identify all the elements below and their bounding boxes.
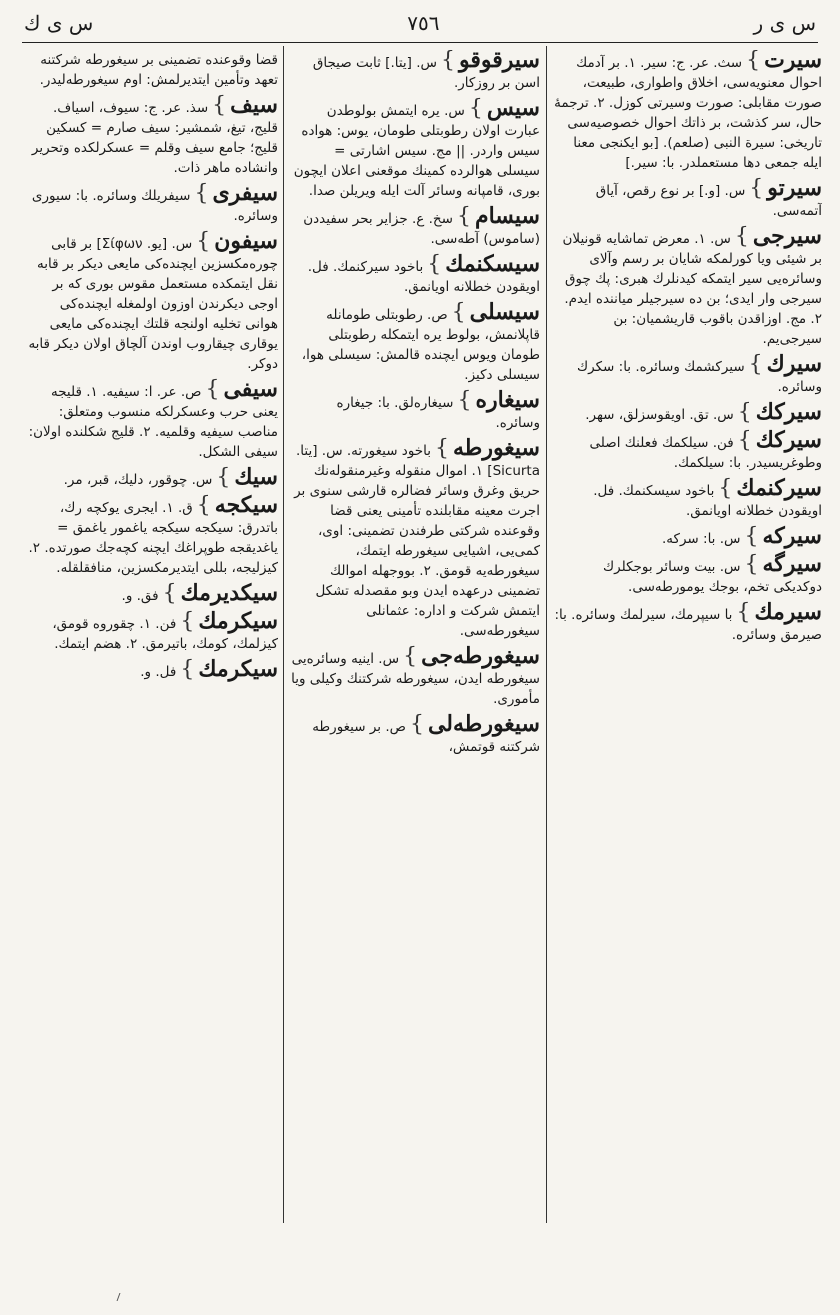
entry-headword: سیركك — [755, 427, 822, 453]
dictionary-entry — [288, 387, 540, 433]
dictionary-entry — [288, 95, 540, 201]
entry-definition: فن. سیلکمك فعلنك اصلی وطوغریسیدر. با: سیلکمك. — [589, 435, 822, 471]
entry-definition: سث. عر. ج: سیر. ١. بر آدمك احوال معنویه‌سی، اخلاق واطواری، طبیعت، صورت مقابلی: صورت وسیرتی کوزل. ٢. ترجمهٔ حال، سر کذشت، بر ذاتك احوال خصوصیه‌سی تاریخی: سیرة النبی (صلعم). [بو ایکنجی معنا ایله جمعی دها مستعملدر. با: سیر.] — [554, 55, 822, 171]
entry-headword: سیغاره — [475, 387, 540, 413]
brace-glyph: } — [180, 609, 195, 634]
entry-definition: باخود سیغورته. س. [یتا. Sicurta] ١. اموال منقوله وغیرمنقوله‌نك حریق وغرق وسائر فضالره قارشی سنوی بر اجرت معینه مقابلنده تأمینی یعنی قضا وقوعنده شرکتی طرفندن تضمینی: اوی، کمی‌یی، اشیایی سیغورطه ایتمك، سیغورطه‌یه قومق. ٢. بووجهله اموالك تضمینی درعهده ایدن وبو مقصدله تشکل ایتمش شرکت و اداره: عثمانلی سیغورطه‌سی. — [294, 443, 540, 639]
entry-definition: س. یره ایتمش بولوطدن عبارت اولان رطوبتلی طومان، یوس: هواده سیس واردر. || مج. سیس اشارتی = سیسلی هوالرده کمینك موقعنی اعلان ایچون بوری، قامپانه وسائر آلت ایله ویریلن صدا. — [293, 103, 540, 199]
entry-headword: سیغورطه‌جی — [421, 643, 540, 669]
entry-definition: ق. ١. ایجری یوکچه رك، باتدرق: سیكجه سیكجه یاغمور یاغمق = یاغدیقجه طوپراغك ایچنه کچه‌جك صورتده. ٢. کیزلیجه، بللی ایتدیرمکسزین، منافقلقله. — [28, 500, 278, 576]
entry-definition: سیغاره‌لق. با: جیغاره وسائره. — [336, 395, 540, 431]
entry-definition: س. [یو. Σίφων] بر قابی چوره‌مکسزین ایچنده‌کی مایعی دیکر بر قابه نقل ایتمکده مستعمل مقوس بوری که بر اوجی دیکرندن اوزون اولمغله ایچنده‌کی هوانی تخلیه اولنجه قلتك ایچنده‌کی مایعی یوقاری چیقاروب اوندن آلچاق اولان دیکر قابه دوکر. — [28, 236, 278, 372]
dictionary-entry — [552, 351, 822, 397]
brace-glyph: } — [162, 581, 177, 606]
brace-glyph: } — [468, 96, 483, 121]
dictionary-entry — [552, 223, 822, 349]
dictionary-entry — [24, 464, 278, 490]
entry-headword: سیس — [486, 95, 540, 121]
brace-glyph: } — [718, 476, 733, 501]
brace-glyph: } — [216, 465, 231, 490]
dictionary-entry — [552, 475, 822, 521]
dictionary-entry — [288, 203, 540, 249]
brace-glyph: } — [205, 377, 220, 402]
entry-headword: سیكرمك — [198, 656, 278, 682]
brace-glyph: } — [737, 400, 752, 425]
entry-definition: س. [یتا.] ثابت صیجاق اسن بر روزکار. — [312, 55, 540, 91]
brace-glyph: } — [744, 552, 759, 577]
entry-definition: فن. ١. چقوروه قومق، کیزلمك، کومك، باتیرمق. ٢. هضم ایتمك. — [52, 616, 278, 652]
entry-headword: سیغورطه — [453, 435, 540, 461]
dictionary-entry — [552, 427, 822, 473]
dictionary-entry — [24, 580, 278, 606]
entry-definition: فل. و. — [140, 664, 177, 680]
entry-definition: قضا وقوعنده تضمینی بر سیغورطه شرکتنه تعهد وتأمین ایتدیرلمش: اوم سیغورطه‌لیدر. — [39, 52, 278, 88]
entry-headword: سیرمك — [754, 599, 822, 625]
dictionary-entry — [288, 435, 540, 641]
dictionary-entry — [552, 523, 822, 549]
entry-headword: سیرتو — [767, 175, 822, 201]
entry-definition: س. [و.] بر نوع رقص، آیاق آتمه‌سی. — [595, 183, 822, 219]
header-left-letters: س ی ك — [24, 11, 94, 35]
entry-headword: سیرگه — [762, 551, 822, 577]
brace-glyph: } — [451, 300, 466, 325]
brace-glyph: } — [427, 252, 442, 277]
header-right-letters: س ی ر — [753, 11, 816, 35]
dictionary-entry — [552, 599, 822, 645]
dictionary-entry-continuation — [24, 50, 278, 90]
entry-definition: سخ. ع. جزایر بحر سفیددن (ساموس) آطه‌سی. — [303, 211, 540, 247]
column-left — [24, 50, 278, 1225]
margin-mark — [117, 1293, 129, 1301]
dictionary-entry — [24, 228, 278, 374]
entry-headword: سیرت — [764, 50, 822, 73]
entry-headword: سیكدیرمك — [180, 580, 278, 606]
entry-headword: سیكجه — [214, 492, 278, 518]
entry-headword: سیفون — [214, 228, 278, 254]
entry-definition: س. اینیه وسائره‌یی سیغورطه ایدن، سیغورطه شرکتنك وکیلی ویا مأموری. — [291, 651, 540, 707]
entry-headword: سیرك — [766, 351, 822, 377]
entry-definition: باخود سیرکنمك. فل. اویقودن خطلانه اویانمق. — [307, 259, 540, 295]
entry-headword: سیفی — [223, 376, 278, 402]
entry-definition: با سیپرمك، سیرلمك وسائره. با: صیرمق وسائره. — [554, 607, 822, 643]
entry-headword: سیسلی — [469, 299, 540, 325]
entry-headword: سیركك — [755, 399, 822, 425]
entry-definition: ص. بر سیغورطه شرکتنه قوتمش، — [312, 719, 540, 755]
brace-glyph: } — [748, 352, 763, 377]
brace-glyph: } — [456, 204, 471, 229]
entry-headword: سیك — [234, 464, 278, 490]
entry-definition: ص. رطوبتلی طومانله قاپلانمش، بولوط یره ایتمکله رطوبتلی طومان ویوس ایچنده قالمش: سیسلی هوا، سیسلی دکیز. — [301, 307, 540, 383]
brace-glyph: } — [457, 388, 472, 413]
entry-headword: سیسام — [474, 203, 540, 229]
brace-glyph: } — [737, 428, 752, 453]
brace-glyph: } — [749, 176, 764, 201]
dictionary-entry — [24, 376, 278, 462]
brace-glyph: } — [736, 600, 751, 625]
entry-definition: س. بیت وسائر بوجکلرك دوکدیکی تخم، بوجك یومورطه‌سی. — [603, 559, 822, 595]
entry-headword: سیرکه — [762, 523, 822, 549]
header-rule — [22, 42, 818, 43]
entry-definition: س. ١. معرض تماشایه قونیلان بر شیئی ویا کورلمکه شایان بر رسم وآلای وسائره‌یی سیر ایتمکه کیدنلرك هبری: پك چوق سیرجی وار ایدی؛ بن ده سیرجیلر میاننده ایدم. ٢. مج. اوزاقدن باقوب قاریشمیان: بن سیرجی‌یم. — [562, 231, 822, 347]
dictionary-entry — [288, 711, 540, 757]
brace-glyph: } — [734, 224, 749, 249]
brace-glyph: } — [409, 712, 424, 737]
dictionary-entry — [24, 608, 278, 654]
entry-definition: سیفریلك وسائره. با: سیوری وسائره. — [31, 188, 278, 224]
dictionary-entry — [24, 656, 278, 682]
dictionary-entry — [288, 251, 540, 297]
entry-definition: ص. عر. ا: سیفیه. ١. قلیجه یعنی حرب وعسکرلکه منسوب ومتعلق: مناصب سیفیه وقلمیه. ٢. قلیج شکلنده اولان: سیفی الشکل. — [28, 384, 278, 460]
brace-glyph: } — [441, 50, 456, 73]
page-number: ٧٥٦ — [407, 11, 440, 35]
entry-headword: سیفری — [212, 180, 278, 206]
entry-definition: باخود سیسکنمك. فل. اویقودن خطلانه اویانمق. — [593, 483, 822, 519]
entry-headword: سیرکنمك — [736, 475, 822, 501]
dictionary-entry — [552, 50, 822, 173]
dictionary-entry — [24, 492, 278, 578]
entry-definition: س. چوقور، دلیك، قبر، مر. — [63, 472, 213, 488]
brace-glyph: } — [212, 93, 227, 118]
dictionary-entry — [552, 399, 822, 425]
brace-glyph: } — [403, 644, 418, 669]
entry-definition: س. تق. اویقوسزلق، سهر. — [585, 407, 734, 423]
dictionary-entry — [24, 92, 278, 178]
dictionary-entry — [552, 551, 822, 597]
dictionary-entry — [288, 50, 540, 93]
entry-headword: سیسکنمك — [445, 251, 540, 277]
column-divider-right — [546, 46, 547, 1223]
column-middle — [288, 50, 540, 1225]
column-right — [552, 50, 822, 1225]
entry-headword: سیغورطه‌لی — [427, 711, 540, 737]
entry-definition: س. با: سرکه. — [662, 531, 741, 547]
dictionary-entry — [288, 299, 540, 385]
brace-glyph: } — [180, 657, 195, 682]
entry-headword: سیرقوقو — [459, 50, 540, 73]
brace-glyph: } — [194, 181, 209, 206]
dictionary-entry — [24, 180, 278, 226]
entry-definition: سیرکشمك وسائره. با: سکرك وسائره. — [577, 359, 822, 395]
entry-definition: سذ. عر. ج: سیوف، اسیاف. قلیج، تیغ، شمشیر: سیف صارم = کسکین قلیج؛ جامع سیف وقلم = عسکرلکده وتحریر وانشاده ماهر ذات. — [31, 100, 278, 176]
brace-glyph: } — [746, 50, 761, 73]
entry-headword: سیكرمك — [198, 608, 278, 634]
brace-glyph: } — [435, 436, 450, 461]
brace-glyph: } — [196, 493, 211, 518]
entry-headword: سیف — [230, 92, 278, 118]
page-header — [24, 6, 816, 40]
dictionary-entry — [288, 643, 540, 709]
brace-glyph: } — [196, 229, 211, 254]
column-divider-left — [283, 46, 284, 1223]
brace-glyph: } — [744, 524, 759, 549]
entry-definition: فق. و. — [121, 588, 159, 604]
dictionary-entry — [552, 175, 822, 221]
entry-headword: سیرجی — [752, 223, 822, 249]
